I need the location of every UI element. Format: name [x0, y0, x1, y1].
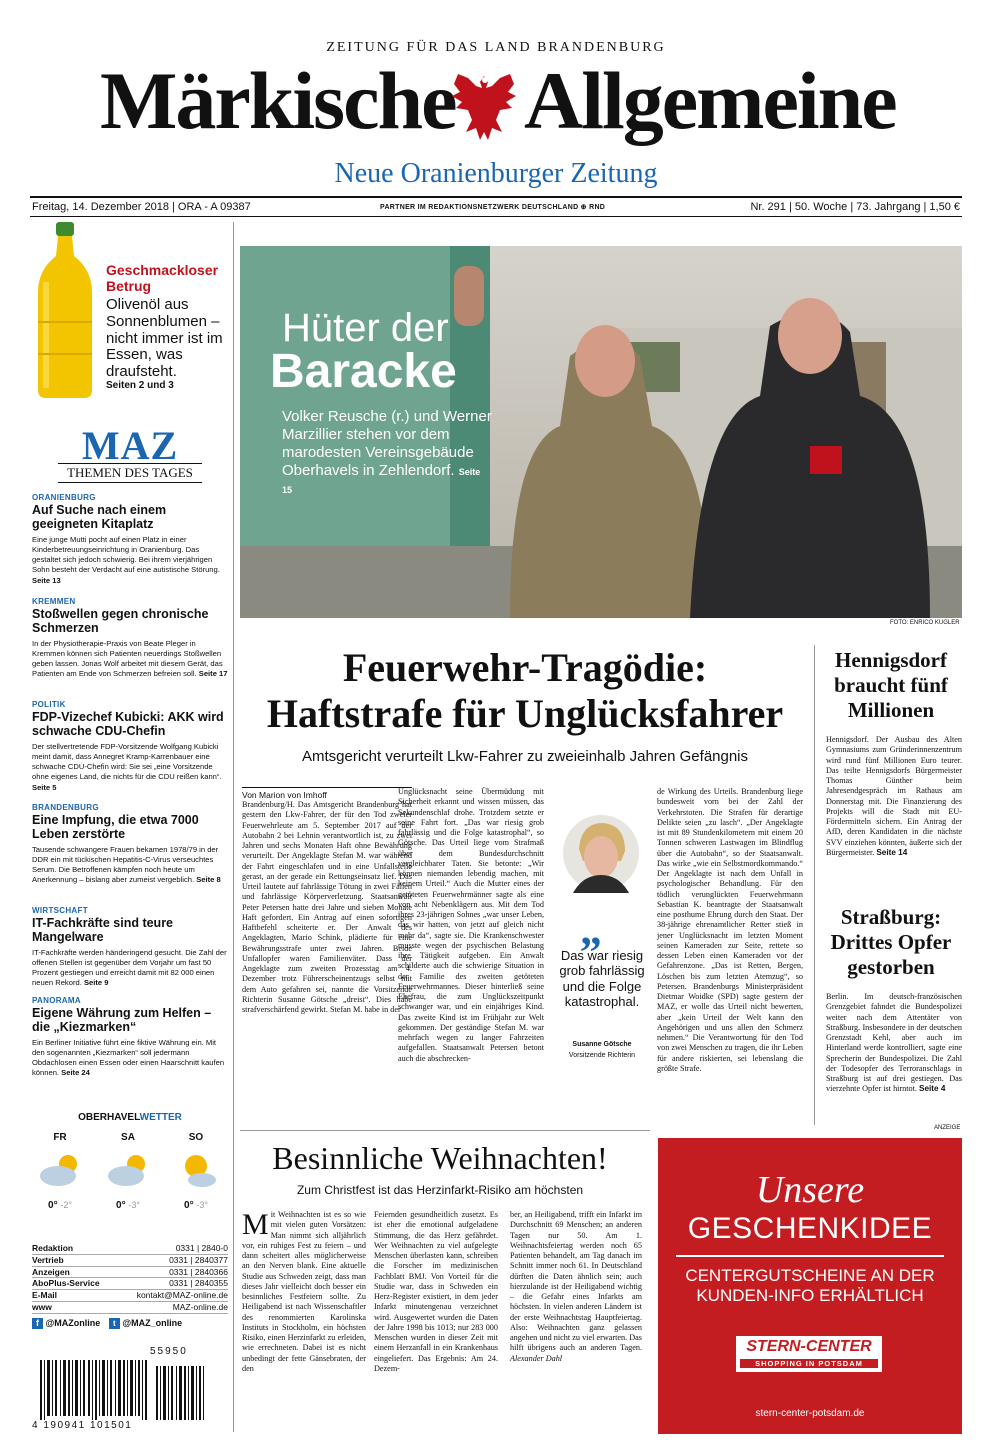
dropcap: M	[242, 1208, 269, 1241]
twitter-icon[interactable]: t	[109, 1318, 120, 1329]
main-subhead: Amtsgericht verurteilt Lkw-Fahrer zu zweieinhalb Jahren Gefängnis	[301, 748, 749, 765]
contact-row: Redaktion 0331 | 2840-0	[32, 1243, 228, 1253]
ad-logo: STERN-CENTER	[746, 1338, 872, 1355]
barcode-addon: 55950	[150, 1346, 188, 1357]
ad-url[interactable]: stern-center-potsdam.de	[755, 1408, 865, 1419]
masthead-title-left: Märkische	[100, 55, 456, 146]
article-column: Unglücksnacht seine Übermüdung mit Sicherheit erkannt und wissen müssen, das Sekundenschlaf drohe. Trotzdem setzte er seine Fahrt fort. „Das war riesig grob fahrlässig und die Folge katastrophal“, so Götsche. Das Urteil liege vom Strafmaß über dem Bundesdurchschnitt vergleichbarer Taten. Sie betonte: „Wir können niemanden lebendig machen, mit keinem Urteil.“ Auch die Mutter eines der getöteten Feuerwehrmänner sagte als eine von acht Nebenklägern aus. Mit dem Tod ihres 23-jährigen Sohnes „war unser Leben, das wir hatten, von jetzt auf gleich nicht mehr da“, sagte sie. Die Krankenschwester musste wegen der psychischen Belastung ihre Tätigkeit aufgeben. Ein Anwalt schilderte auch die schwierige Situation in der Familie des zweiten getöteten Feuerwehrmannes. Dieser hinterließ seine Ehefrau, die zum Unglückszeitpunkt schwanger war, und ein einjähriges Kind. Das zweite Kind ist im Frühjahr zur Welt gekommen. Der geständige Stefan M. war mehrfach wegen zu langer Fahrzeiten aufgefallen. Staatsanwalt Petersen betont auch die abschrecken-	[398, 787, 544, 1063]
news-category: WIRTSCHAFT	[32, 906, 88, 915]
weather-temp: 0° -2°	[48, 1200, 72, 1211]
photo-credit: FOTO: ENRICO KUGLER	[890, 620, 960, 626]
cloud-sun-icon	[36, 1150, 86, 1190]
quote-mark-icon: „	[580, 905, 602, 954]
teaser-body: Olivenöl aus Sonnenblumen – nicht immer ist im Essen, was draufsteht.	[106, 296, 223, 381]
ad-label: ANZEIGE	[934, 1125, 961, 1131]
news-category: POLITIK	[32, 700, 66, 709]
masthead-rule-bottom	[30, 216, 962, 217]
contact-row: Vertrieb 0331 | 2840377	[32, 1254, 228, 1265]
partner-line: PARTNER IM REDAKTIONSNETZWERK DEUTSCHLAND ⊕ RND	[380, 204, 606, 211]
masthead-title-right: Allgemeine	[524, 55, 896, 146]
article-column: Feiernden gesundheitlich zusetzt. Es ist eher die emotional aufgeladene Stimmung, die das Herz gefährdet. Wer Weihnachten zu viel aufgelegte Menschen überlasten kann, schreiben die Forscher im medizinischen Fachblatt BMJ. Von Vorteil für die Studie war, dass in Schweden ein Herz-Register existiert, in dem jeder Infarkt minutengenau verzeichnet wird. Ausgewertet wurden die Daten der Jahre 1998 bis 1013; nur 283 000 Menschen wurden in dieser Zeit mit einem Herzanfall in ein Krankenhaus eingeliefert. Das Ergebnis: Am 24. Dezem-	[374, 1210, 498, 1373]
news-body: Der stellvertretende FDP-Vorsitzende Wolfgang Kubicki meint damit, dass Annegret Kramp-Karrenbauer eine schwache CDU-Chefin wird: Sie sei „eine Vorsitzende ohne eigenes Land, die nichts für die CDU reißen kann“. Seite 5	[32, 741, 222, 792]
quote-name: Susanne Götsche	[572, 1041, 632, 1048]
portrait-photo	[563, 813, 639, 893]
maz-logo: MAZ	[81, 423, 179, 468]
pull-quote: Das war riesig grob fahrlässig und die Folge katastrophal.	[559, 948, 645, 1009]
issue-info: Nr. 291 | 50. Woche | 73. Jahrgang | 1,50 €	[750, 201, 960, 213]
news-category: ORANIENBURG	[32, 493, 96, 502]
weather-temp: 0° -3°	[184, 1200, 208, 1211]
sun-cloud-icon	[172, 1150, 222, 1190]
news-headline[interactable]: Stoßwellen gegen chronische Schmerzen	[32, 607, 209, 635]
news-item[interactable]	[32, 597, 228, 680]
contact-row: Anzeigen 0331 | 2840366	[32, 1266, 228, 1277]
main-headline[interactable]: Feuerwehr-Tragödie: Haftstrafe für Unglücksfahrer	[266, 645, 784, 736]
news-body: In der Physiotherapie-Praxis von Beate Pleger in Kremmen können sich Patienten neuerdings Stoßwellen geben lassen. Jonas Wolf arbeitet mit diesem Gerät, das Patienten am Ende von Schmerzen befreien soll. Seite 17	[32, 638, 228, 679]
ad-headline: GESCHENKIDEE	[687, 1212, 933, 1245]
story-headline[interactable]: Hennigsdorf braucht fünf Millionen	[834, 648, 948, 723]
article-column: ber, an Heiligabend, trifft ein Infarkt im Durchschnitt 69 Menschen; an anderen Tagen nur 50. Am 1. Weihnachtsfeiertag werden noch 65 Patienten behandelt, am Tag danach im Schnitt immer noch 61. In Deutschland dürften die Daten ähnlich sein; auch hierzulande ist der Heiligabend wichtig – die Gefahr eines Infarkts am höchsten. In vielen anderen Ländern ist der erste Weihnachtstag Hauptfeiertag. Also: Weihnachten ganz gelassen angehen und nicht zu viel erwarten. Das hilft übrigens auch an anderen Tagen. Alexander Dahl	[510, 1210, 642, 1363]
story-headline[interactable]: Straßburg: Drittes Opfer gestorben	[830, 905, 952, 980]
news-item[interactable]	[32, 493, 228, 586]
weather-title: OBERHAVELWETTER	[78, 1112, 182, 1123]
column-divider	[233, 222, 234, 1432]
photo-heading-line2: Baracke	[270, 345, 457, 398]
story-body: Berlin. Im deutsch-französischen Grenzgebiet fahndet die Bundespolizei weiter nach dem Attentäter von Straßburg. Insbesondere in der deutschen Grenzstadt Kehl, aber auch im Hinterland werde kontrolliert, sagte eine Sprecherin der Bundespolizei. Die Zahl der Todesopfer des Terroranschlags in Straßburg ist auf drei gestiegen. Das vierzehnte Opfer ist hirntot. Seite 4	[826, 992, 962, 1094]
weather-temp: 0° -3°	[116, 1200, 140, 1211]
news-headline[interactable]: FDP-Vizechef Kubicki: AKK wird schwache CDU-Chefin	[32, 710, 224, 738]
news-body: IT-Fachkräfte werden händeringend gesucht. Die Zahl der offenen Stellen ist gegenüber dem Vorjahr um fast 50 Prozent gestiegen und erreicht damit mit 82 000 einen neuen Rekord. Seite 9	[32, 947, 227, 988]
article-column: Brandenburg/H. Das Amtsgericht Brandenburg hat gestern den Lkw-Fahrer, der für den Tod zweier Feuerwehrleute am 5. September 2017 auf der Autobahn 2 bei Lehnin verantwortlich ist, zu zwei Jahren und sechs Monaten Haft ohne Bewährung verurteilt. Der Angeklagte Stefan M. war während der Fahrt eingeschlafen und in eine Unfallstelle gerast, an der gerade ein Rettungseinsatz lief. Das Urteil lautete auf fahrlässige Tötung in zwei Fällen und fahrlässige Körperverletzung. Staatsanwalt Peter Petersen hatte drei Jahre und sieben Monate Haft gefordert. Ein Antrag auf einen sofortigen Haftbefehl scheiterte er. Der Anwalt des Angeklagten, Mario Schink, plädierte für eine Bewährungsstrafe unter zwei Jahren. Beide Unfallopfer waren Familienväter. Dass der Angeklagte zum zweiten Prozesstag am 4. Dezember trotz Führerscheinentzugs selbst mit dem Auto gefahren sei, nannte die Vorsitzende Richterin Susanne Götsche „dreist“. Dies habe strafverschärfend gewirkt. Stefan M. habe in der	[242, 800, 412, 1014]
news-headline[interactable]: Eine Impfung, die etwa 7000 Leben zerstörte	[32, 813, 199, 841]
column-divider	[814, 645, 815, 1125]
masthead-subtitle: Neue Oranienburger Zeitung	[334, 158, 658, 189]
bottom-headline[interactable]: Besinnliche Weihnachten!	[272, 1140, 608, 1176]
news-body: Tausende schwangere Frauen bekamen 1978/79 in der DDR ein mit tückischen Hepatitis-C-Virus verseuchtes Serum. Die Betroffenen kämpfen noch heute um Anerkennung – bislang aber zumeist vergeblich. Seite 8	[32, 844, 221, 885]
news-item[interactable]	[32, 700, 228, 793]
news-headline[interactable]: Auf Suche nach einem geeigneten Kitaplatz	[32, 503, 167, 531]
news-item[interactable]	[32, 996, 228, 1079]
masthead-rule	[30, 196, 962, 198]
masthead-tagline: ZEITUNG FÜR DAS LAND BRANDENBURG	[326, 40, 666, 55]
story-body: Hennigsdorf. Der Ausbau des Alten Gymnasiums zum Gründerinnenzentrum wird rund fünf Millionen Euro teurer. Das teilte Hennigsdorfs Bürgermeister Thomas Günther beim Jahresendgespräch im Rathaus am Donnerstag mit. Die Finanzierung des Projekts will die Stadt mit EU-Fördermitteln sichern. Ein Antrag der AfD, deren Kandidaten in die nächste SVV einziehen könnten, äußerte sich der Bürgermeister. Seite 14	[826, 735, 962, 857]
facebook-icon[interactable]: f	[32, 1318, 43, 1329]
weather-day: FR	[53, 1132, 67, 1143]
photo-heading-line1: Hüter der	[282, 306, 449, 350]
photo-caption: Volker Reusche (r.) und Werner Marzillier stehen vor dem marodesten Vereinsgebäude Oberhavels in Zehlendorf. Seite 15	[282, 408, 492, 495]
news-item[interactable]	[32, 906, 228, 989]
oil-bottle-icon	[30, 222, 100, 400]
twitter-handle[interactable]: @MAZ_online	[122, 1318, 183, 1328]
weather-day: SO	[188, 1132, 204, 1143]
contact-row[interactable]: www MAZ-online.de	[32, 1301, 228, 1312]
article-column: de Wirkung des Urteils. Brandenburg liege bundesweit vorn bei der Zahl der Verkehrstoten. Die Strafen für derartige Delikte seien „zu lasch“. „Der Angeklagte ist mit 89 Stundenkilometern mit einem 20 Tonnen schweren Lastwagen im Blindflug über die Autobahn“, so der Staatsanwalt. Das wirke „wie ein Selbstmordkommando.“ Der Angeklagte ist nach dem Unfall in psychologischer Behandlung. Für den tödlich verunglückten Feuerwehrmann Sebastian K. beantragte der Staatsanwalt eine posthume Ehrung durch den Staat. Der 38-jährige ehrenamtlicher Retter stieß in jener Unglücksnacht im letzten Moment seinen Kameraden zur Seite, rettete so dessen Leben einen Kameraden vor der Gefahrenzone. „Das ist Retten, Bergen, Löschen bis zum letzten Atemzug“, so Petersen. Brandenburgs Ministerpräsident Dietmar Woidke (SPD) sagte gestern der MAZ, er wolle das Urteil nicht bewerten, aber „kein Urteil der Welt kann den Angehörigen und uns allen den Schmerz nehmen.“ Die Verantwortung für den Tod von zwei Menschen zu tragen, die ihr Leben für andere riskierten, sei lebenslang die größte Strafe.	[657, 787, 803, 1073]
teaser-ref[interactable]: Seiten 2 und 3	[106, 380, 174, 391]
ad-logo-sub: SHOPPING IN POTSDAM	[740, 1359, 878, 1368]
red-eagle-icon	[448, 70, 520, 148]
news-item[interactable]	[32, 803, 228, 886]
contact-row[interactable]: E-Mail kontakt@MAZ-online.de	[32, 1290, 228, 1301]
quote-role: Vorsitzende Richterin	[568, 1052, 636, 1059]
news-headline[interactable]: Eigene Währung zum Helfen – die „Kiezmarken“	[32, 1006, 212, 1034]
facebook-handle[interactable]: @MAZonline	[45, 1318, 101, 1328]
news-category: KREMMEN	[32, 597, 76, 606]
bottom-subhead: Zum Christfest ist das Herzinfarkt-Risiko am höchsten	[296, 1183, 584, 1197]
social-links	[32, 1318, 182, 1329]
news-category: PANORAMA	[32, 996, 81, 1005]
ad-script-text: Unsere	[755, 1169, 865, 1211]
byline: Von Marion von Imhoff	[242, 787, 412, 800]
barcode-number: 4 190941 101501	[32, 1420, 133, 1431]
teaser-title[interactable]: Geschmackloser Betrug	[106, 262, 219, 295]
ad-subline: CENTERGUTSCHEINE AN DER KUNDEN-INFO ERHÄLTLICH	[685, 1266, 935, 1305]
themen-label: THEMEN DES TAGES	[58, 463, 202, 483]
cloud-sun-icon	[104, 1150, 154, 1190]
barcode-icon	[32, 1350, 216, 1420]
contact-row: AboPlus-Service 0331 | 2840355	[32, 1278, 228, 1289]
news-body: Eine junge Mutti pocht auf einen Platz in einer Kinderbetreuungseinrichtung in Oranienburg. Das gestaltet sich jedoch schwierig. Bei ihrem vierjährigen Sohn besteht der Verdacht auf eine autistische Störung. Seite 13	[32, 534, 220, 585]
contact-list	[32, 1243, 228, 1314]
news-headline[interactable]: IT-Fachkräfte sind teure Mangelware	[32, 916, 174, 944]
section-divider	[240, 1130, 650, 1131]
news-body: Ein Berliner Initiative führt eine fiktive Währung ein. Mit den sogenannten „Kiezmarken“ soll jedermann Obdachlosen einen Essen oder einen Haarschnitt kaufen können. Seite 24	[32, 1037, 225, 1078]
article-column: Mit Weihnachten ist es so wie mit vielen guten Vorsätzen: Man nimmt sich alljährlich vor, ein ruhiges Fest zu feiern – und dann scheitert alles möglicherweise an den Nerven blank. Eine aktuelle Studie aus Schweden zeigt, dass man dieses Jahr vielleicht doch besser ein besinnliches Festfeiern sollte. Zu Heiligabend ist nach Wissenschaftler des renommierten Karolinska Instituts in Stockholm, ein höchsten Risiko, einen Herzinfarkt zu erleiden, wie errechneten. Dabei ist es nicht unbedingt der fette Gänsebraten, der den	[242, 1208, 366, 1373]
ad-separator	[676, 1255, 944, 1257]
weather-day: SA	[121, 1132, 135, 1143]
dateline: Freitag, 14. Dezember 2018 | ORA - A 09387	[32, 201, 251, 213]
news-category: BRANDENBURG	[32, 803, 99, 812]
